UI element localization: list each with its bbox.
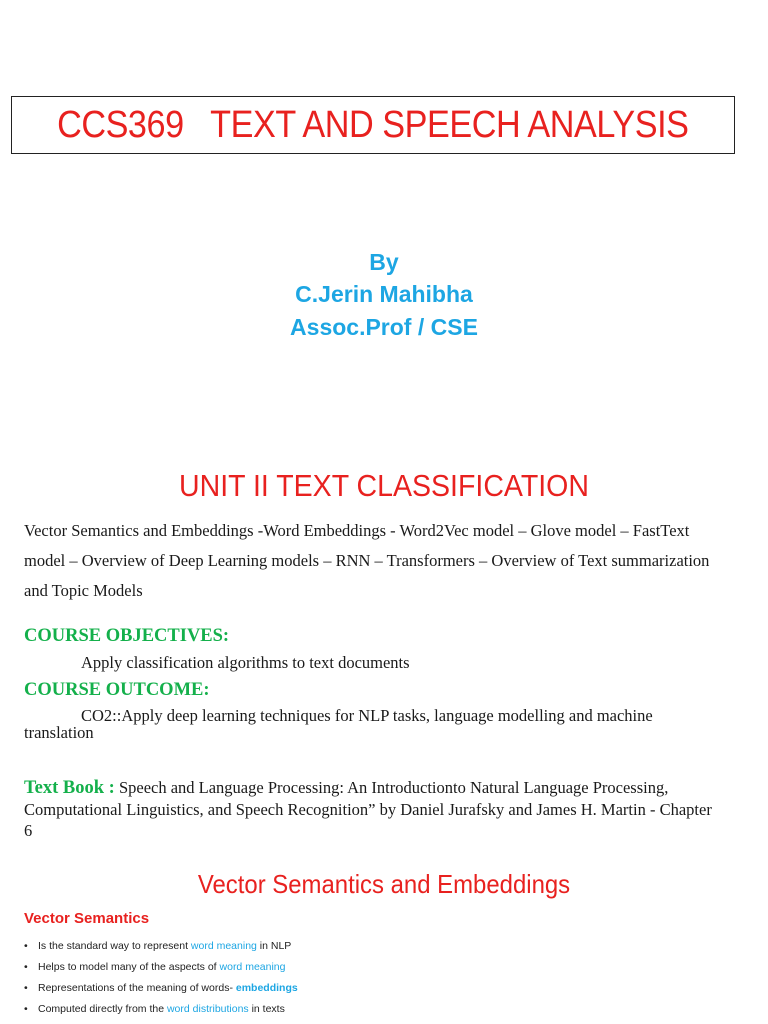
list-item: • Representations of the meaning of words- embeddings xyxy=(24,978,298,999)
course-outcome-heading: COURSE OUTCOME: xyxy=(24,680,210,700)
textbook-text: Speech and Language Processing: An Introductionto Natural Language Processing, Computational Linguistics, and Speech Recognition” by Daniel Jurafsky and James H. Martin - Chapter 6 xyxy=(24,778,712,840)
bullet-icon: • xyxy=(24,982,28,994)
bullet-list xyxy=(24,936,298,1020)
course-objectives-text: Apply classification algorithms to text documents xyxy=(81,653,410,672)
textbook-label: Text Book : xyxy=(24,778,115,798)
course-outcome-text-line1: CO2::Apply deep learning techniques for NLP tasks, language modelling and machine xyxy=(81,706,653,725)
author-by: By xyxy=(369,249,399,275)
unit-description: Vector Semantics and Embeddings -Word Embeddings - Word2Vec model – Glove model – FastText model – Overview of Deep Learning models – RNN – Transformers – Overview of Text summarization and Topic Models xyxy=(24,521,710,600)
course-objectives-heading: COURSE OBJECTIVES: xyxy=(24,626,230,646)
bullet-icon: • xyxy=(24,940,28,952)
document-title: CCS369 TEXT AND SPEECH ANALYSIS xyxy=(57,103,689,146)
list-item: • Is the standard way to represent word meaning in NLP xyxy=(24,936,298,957)
list-item: • Computed directly from the word distributions in texts xyxy=(24,999,298,1020)
list-item: • Helps to model many of the aspects of word meaning xyxy=(24,957,298,978)
bullet-icon: • xyxy=(24,961,28,973)
textbook xyxy=(24,777,724,841)
title-box xyxy=(11,96,735,154)
author-name: C.Jerin Mahibha xyxy=(295,281,473,307)
section-subheading: Vector Semantics xyxy=(24,910,150,927)
section-title: Vector Semantics and Embeddings xyxy=(197,869,571,899)
bullet-icon: • xyxy=(24,1003,28,1015)
unit-title: UNIT II TEXT CLASSIFICATION xyxy=(179,468,589,503)
course-outcome-text-line2: translation xyxy=(24,723,94,742)
author-designation: Assoc.Prof / CSE xyxy=(290,314,478,340)
